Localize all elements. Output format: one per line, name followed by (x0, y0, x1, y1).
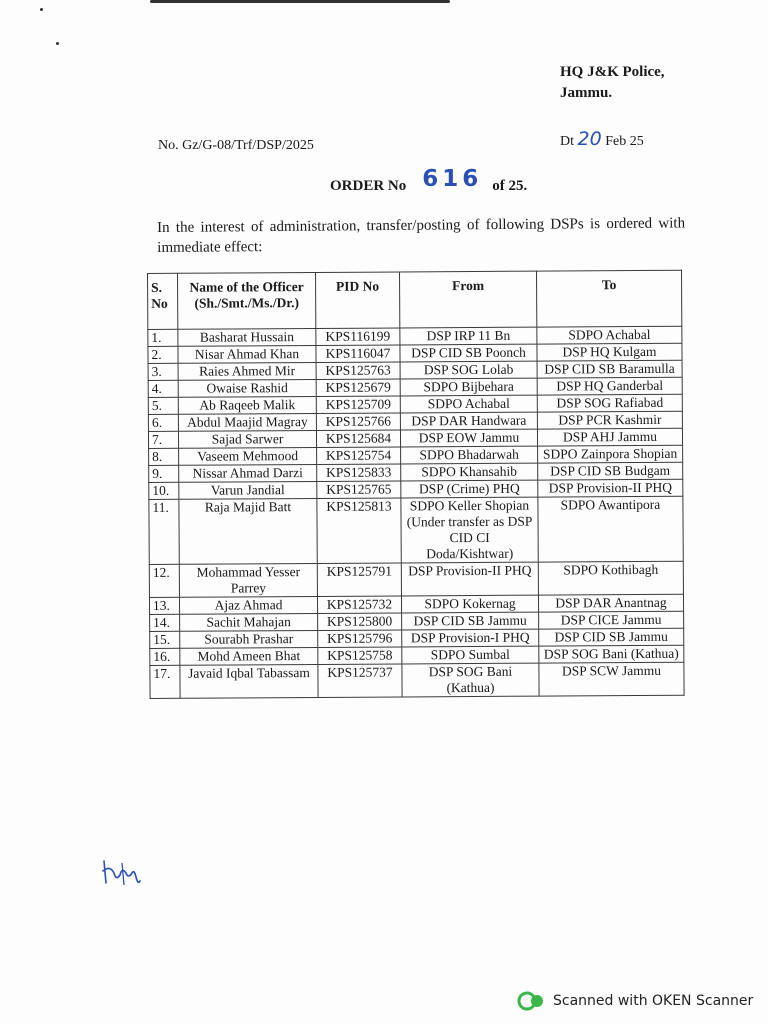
cell-pid: KPS125766 (316, 413, 400, 431)
cell-name: Nisar Ahmad Khan (178, 345, 316, 363)
cell-name: Mohd Ameen Bhat (180, 647, 318, 665)
cell-from: DSP SOG Bani (Kathua) (402, 663, 539, 697)
header-name: Name of the Officer (Sh./Smt./Ms./Dr.) (178, 272, 316, 329)
cell-name: Mohammad Yesser Parrey (179, 563, 317, 597)
cell-pid: KPS125709 (316, 396, 400, 414)
cell-to: DSP CID SB Jammu (539, 628, 684, 646)
cell-name: Sourabh Prashar (180, 630, 318, 648)
cell-from: DSP Provision-I PHQ (402, 629, 539, 647)
cell-name: Owaise Rashid (178, 379, 316, 397)
date-prefix: Dt (560, 134, 574, 149)
cell-pid: KPS125765 (317, 481, 401, 499)
cell-to: DSP AHJ Jammu (537, 428, 682, 446)
cell-from: SDPO Khansahib (401, 463, 538, 481)
cell-pid: KPS125732 (317, 596, 401, 614)
date-suffix: Feb 25 (605, 134, 644, 149)
cell-name: Ab Raqeeb Malik (178, 396, 316, 414)
table-row (149, 496, 683, 564)
order-title (330, 166, 528, 196)
header-pid: PID No (315, 272, 399, 329)
header-sno: S. No (148, 273, 178, 329)
cell-pid: KPS125800 (318, 613, 402, 631)
cell-from: SDPO Kokernag (401, 595, 538, 613)
header-from: From (399, 271, 536, 328)
cell-from: DSP CID SB Poonch (400, 344, 537, 362)
office-address (560, 62, 665, 104)
cell-to: DSP SCW Jammu (539, 662, 684, 696)
transfer-table (147, 270, 685, 699)
table-row (149, 561, 683, 597)
cell-to: SDPO Zainpora Shopian (538, 445, 683, 463)
cell-sno: 3. (148, 363, 178, 380)
cell-to: DSP DAR Anantnag (538, 594, 683, 612)
order-label: ORDER No (330, 178, 407, 194)
cell-from: SDPO Bhadarwah (401, 446, 538, 464)
cell-sno: 17. (150, 665, 180, 698)
cell-pid: KPS125737 (318, 664, 402, 698)
cell-to: DSP Provision-II PHQ (538, 479, 683, 497)
cell-sno: 13. (149, 597, 179, 614)
table-row (150, 662, 684, 698)
cell-sno: 7. (148, 431, 178, 448)
cell-to: SDPO Awantipora (538, 496, 683, 562)
scan-dot (40, 8, 43, 11)
table-body (148, 326, 684, 698)
cell-pid: KPS125679 (316, 379, 400, 397)
cell-name: Raja Majid Batt (179, 498, 317, 564)
cell-pid: KPS125684 (316, 430, 400, 448)
cell-pid: KPS116047 (316, 345, 400, 363)
cell-to: SDPO Achabal (537, 326, 682, 344)
cell-name: Sajad Sarwer (178, 430, 316, 448)
cell-from: DSP DAR Handwara (400, 412, 537, 430)
cell-pid: KPS125758 (318, 647, 402, 665)
cell-from: SDPO Achabal (400, 395, 537, 413)
table-header-row (148, 270, 682, 329)
cell-name: Nissar Ahmad Darzi (179, 464, 317, 482)
office-line-1: HQ J&K Police, (560, 64, 665, 80)
cell-from: SDPO Bijbehara (400, 378, 537, 396)
cell-pid: KPS125833 (317, 464, 401, 482)
order-suffix: of 25. (492, 178, 528, 194)
cell-sno: 9. (149, 465, 179, 482)
cell-name: Ajaz Ahmad (179, 596, 317, 614)
cell-pid: KPS125796 (318, 630, 402, 648)
cell-sno: 4. (148, 380, 178, 397)
cell-sno: 12. (149, 564, 179, 597)
cell-from: DSP EOW Jammu (400, 429, 537, 447)
cell-from: SDPO Keller Shopian (Under transfer as DSP CID CI Doda/Kishtwar) (401, 497, 538, 563)
cell-sno: 14. (150, 614, 180, 631)
cell-from: DSP IRP 11 Bn (400, 327, 537, 345)
scan-edge-line (150, 0, 450, 3)
scanner-watermark-text: Scanned with OKEN Scanner (553, 993, 754, 1009)
cell-name: Raies Ahmed Mir (178, 362, 316, 380)
transfer-table-wrapper (147, 270, 684, 699)
cell-to: DSP SOG Bani (Kathua) (539, 645, 684, 663)
order-date (560, 128, 644, 150)
cell-pid: KPS125763 (316, 362, 400, 380)
reference-number: No. Gz/G-08/Trf/DSP/2025 (158, 138, 314, 153)
scan-dot (56, 42, 59, 45)
cell-to: SDPO Kothibagh (538, 561, 683, 595)
cell-to: DSP CID SB Baramulla (537, 360, 682, 378)
oken-scanner-logo-icon (517, 990, 545, 1012)
order-number-handwritten: 616 (422, 166, 483, 192)
cell-from: DSP CID SB Jammu (402, 612, 539, 630)
cell-sno: 5. (148, 397, 178, 414)
cell-to: DSP CID SB Budgam (538, 462, 683, 480)
cell-from: DSP SOG Lolab (400, 361, 537, 379)
cell-from: DSP (Crime) PHQ (401, 480, 538, 498)
cell-name: Javaid Iqbal Tabassam (180, 664, 318, 698)
cell-from: DSP Provision-II PHQ (401, 562, 538, 596)
intro-paragraph: In the interest of administration, transfer/posting of following DSPs is ordered with immediate effect: (157, 215, 686, 256)
cell-to: DSP HQ Kulgam (537, 343, 682, 361)
cell-from: SDPO Sumbal (402, 646, 539, 664)
cell-sno: 6. (148, 414, 178, 431)
cell-sno: 10. (149, 482, 179, 499)
cell-pid: KPS125791 (317, 563, 401, 597)
cell-name: Abdul Maajid Magray (178, 413, 316, 431)
office-line-2: Jammu. (560, 85, 613, 101)
cell-pid: KPS116199 (316, 328, 400, 346)
date-handwritten: 20 (577, 128, 602, 150)
cell-sno: 8. (149, 448, 179, 465)
cell-sno: 11. (149, 499, 179, 564)
cell-name: Basharat Hussain (178, 328, 316, 346)
cell-sno: 15. (150, 631, 180, 648)
cell-name: Varun Jandial (179, 481, 317, 499)
cell-sno: 1. (148, 329, 178, 346)
cell-to: DSP PCR Kashmir (537, 411, 682, 429)
header-to: To (536, 270, 681, 327)
cell-to: DSP CICE Jammu (539, 611, 684, 629)
cell-sno: 16. (150, 648, 180, 665)
cell-sno: 2. (148, 346, 178, 363)
signature-scribble (100, 855, 144, 891)
cell-pid: KPS125813 (317, 498, 401, 564)
cell-name: Vaseem Mehmood (179, 447, 317, 465)
cell-pid: KPS125754 (317, 447, 401, 465)
cell-to: DSP HQ Ganderbal (537, 377, 682, 395)
scanner-watermark (517, 990, 753, 1012)
cell-name: Sachit Mahajan (180, 613, 318, 631)
cell-to: DSP SOG Rafiabad (537, 394, 682, 412)
